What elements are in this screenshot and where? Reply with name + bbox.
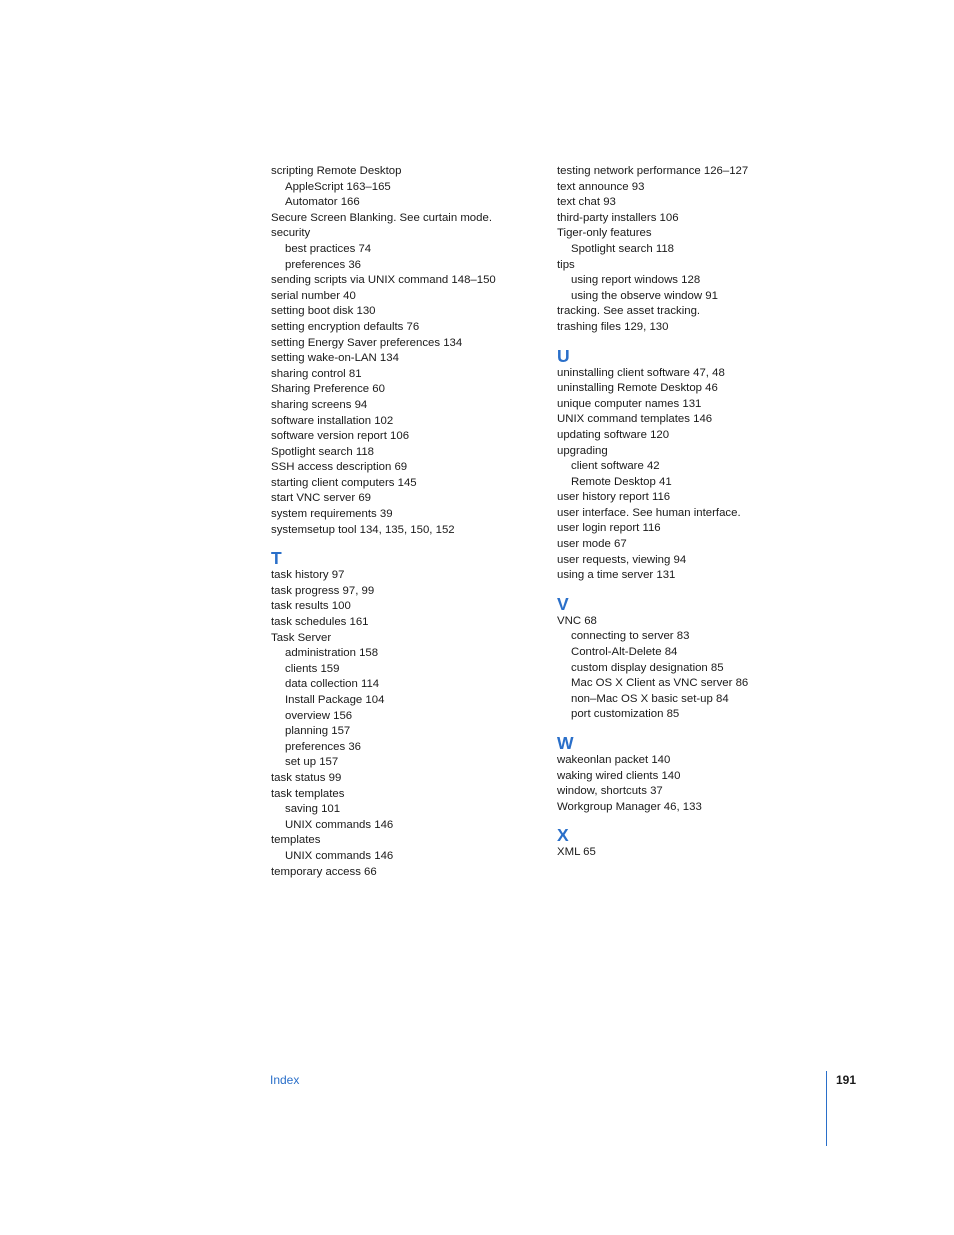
index-subentry: connecting to server 83	[571, 630, 690, 643]
index-entry: systemsetup tool 134, 135, 150, 152	[271, 523, 455, 536]
index-entry: text announce 93	[557, 180, 645, 193]
index-subentry: custom display designation 85	[571, 661, 724, 674]
index-entry: SSH access description 69	[271, 461, 408, 474]
index-entry: uninstalling client software 47, 48	[557, 366, 725, 379]
index-subentry: preferences 36	[285, 740, 361, 753]
index-subentry: clients 159	[285, 662, 340, 675]
page-number: 191	[836, 1073, 857, 1087]
section-letter: T	[271, 548, 282, 569]
index-subentry: planning 157	[285, 725, 351, 738]
index-subentry: UNIX commands 146	[285, 849, 394, 862]
index-subentry: using report windows 128	[571, 274, 701, 287]
index-entry: software installation 102	[271, 414, 394, 427]
section-letter: W	[557, 733, 574, 753]
index-entry: serial number 40	[271, 289, 356, 302]
index-subentry: saving 101	[285, 803, 341, 816]
index-entry: tracking. See asset tracking.	[557, 305, 701, 318]
index-entry: sharing control 81	[271, 367, 362, 380]
index-entry: setting Energy Saver preferences 134	[271, 336, 463, 349]
index-subentry: non–Mac OS X basic set-up 84	[571, 692, 729, 705]
index-entry: user interface. See human interface.	[557, 506, 741, 519]
index-entry: user mode 67	[557, 538, 627, 551]
index-entry: temporary access 66	[271, 865, 377, 878]
index-entry: sharing screens 94	[271, 398, 368, 411]
index-entry: task status 99	[271, 771, 342, 784]
index-entry: user login report 116	[557, 522, 661, 535]
index-entry: user history report 116	[557, 491, 671, 504]
index-subentry: UNIX commands 146	[285, 818, 394, 831]
index-entry: software version report 106	[271, 430, 410, 443]
index-subentry: using the observe window 91	[571, 289, 718, 302]
index-entry: third-party installers 106	[557, 211, 679, 224]
index-entry: Sharing Preference 60	[271, 383, 385, 396]
index-entry: tips	[557, 258, 575, 271]
index-subentry: best practices 74	[285, 242, 372, 255]
index-entry: VNC 68	[557, 614, 597, 627]
index-entry: using a time server 131	[557, 569, 676, 582]
index-subentry: Install Package 104	[285, 694, 385, 706]
index-subentry: set up 157	[285, 756, 339, 769]
index-entry: Spotlight search 118	[271, 445, 375, 458]
section-letter: V	[557, 593, 569, 614]
index-subentry: port customization 85	[571, 708, 680, 721]
index-entry: Workgroup Manager 46, 133	[557, 800, 702, 813]
index-column-left	[271, 164, 541, 880]
index-entry: setting wake-on-LAN 134	[271, 352, 399, 365]
index-entry: scripting Remote Desktop	[271, 165, 402, 177]
index-entry: waking wired clients 140	[557, 769, 681, 782]
index-entry: task history 97	[271, 569, 345, 582]
index-entry: task progress 97, 99	[271, 584, 375, 597]
index-entry: testing network performance 126–127	[557, 165, 749, 177]
index-entry: unique computer names 131	[557, 397, 702, 410]
index-subentry: Control-Alt-Delete 84	[571, 646, 678, 659]
index-entry: UNIX command templates 146	[557, 413, 713, 426]
index-entry: task schedules 161	[271, 616, 369, 629]
index-entry: setting encryption defaults 76	[271, 320, 420, 333]
index-entry: starting client computers 145	[271, 476, 417, 489]
index-entry: uninstalling Remote Desktop 46	[557, 382, 718, 395]
index-entry: upgrading	[557, 444, 608, 457]
index-entry: task results 100	[271, 600, 351, 613]
index-entry: templates	[271, 834, 321, 847]
index-subentry: Automator 166	[285, 196, 360, 209]
index-subentry: administration 158	[285, 647, 379, 660]
section-letter: X	[557, 825, 569, 846]
footer-divider	[826, 1071, 827, 1146]
index-column-right	[557, 164, 827, 861]
index-entry: text chat 93	[557, 196, 616, 209]
index-subentry: AppleScript 163–165	[285, 180, 391, 193]
index-entry: trashing files 129, 130	[557, 320, 669, 333]
index-subentry: data collection 114	[285, 678, 380, 691]
index-subentry: Remote Desktop 41	[571, 475, 672, 488]
index-entry: start VNC server 69	[271, 492, 372, 505]
index-entry: system requirements 39	[271, 508, 393, 521]
index-entry: setting boot disk 130	[271, 305, 376, 318]
index-subentry: preferences 36	[285, 258, 361, 271]
index-subentry: Spotlight search 118	[571, 242, 675, 255]
index-subentry: Mac OS X Client as VNC server 86	[571, 677, 749, 690]
index-entry: XML 65	[557, 846, 596, 859]
index-entry: wakeonlan packet 140	[557, 754, 671, 766]
index-subentry: client software 42	[571, 460, 660, 473]
index-entry: user requests, viewing 94	[557, 553, 687, 566]
index-entry: updating software 120	[557, 428, 670, 441]
index-entry: sending scripts via UNIX command 148–150	[271, 274, 496, 287]
index-entry: task templates	[271, 787, 345, 800]
index-subentry: overview 156	[285, 709, 353, 722]
section-letter: U	[557, 345, 570, 366]
index-entry: Secure Screen Blanking. See curtain mode.	[271, 211, 492, 224]
index-entry: security	[271, 227, 311, 240]
footer-section-title: Index	[270, 1073, 300, 1087]
index-entry: Task Server	[271, 631, 332, 644]
index-entry: window, shortcuts 37	[557, 785, 663, 798]
index-entry: Tiger-only features	[557, 227, 652, 240]
